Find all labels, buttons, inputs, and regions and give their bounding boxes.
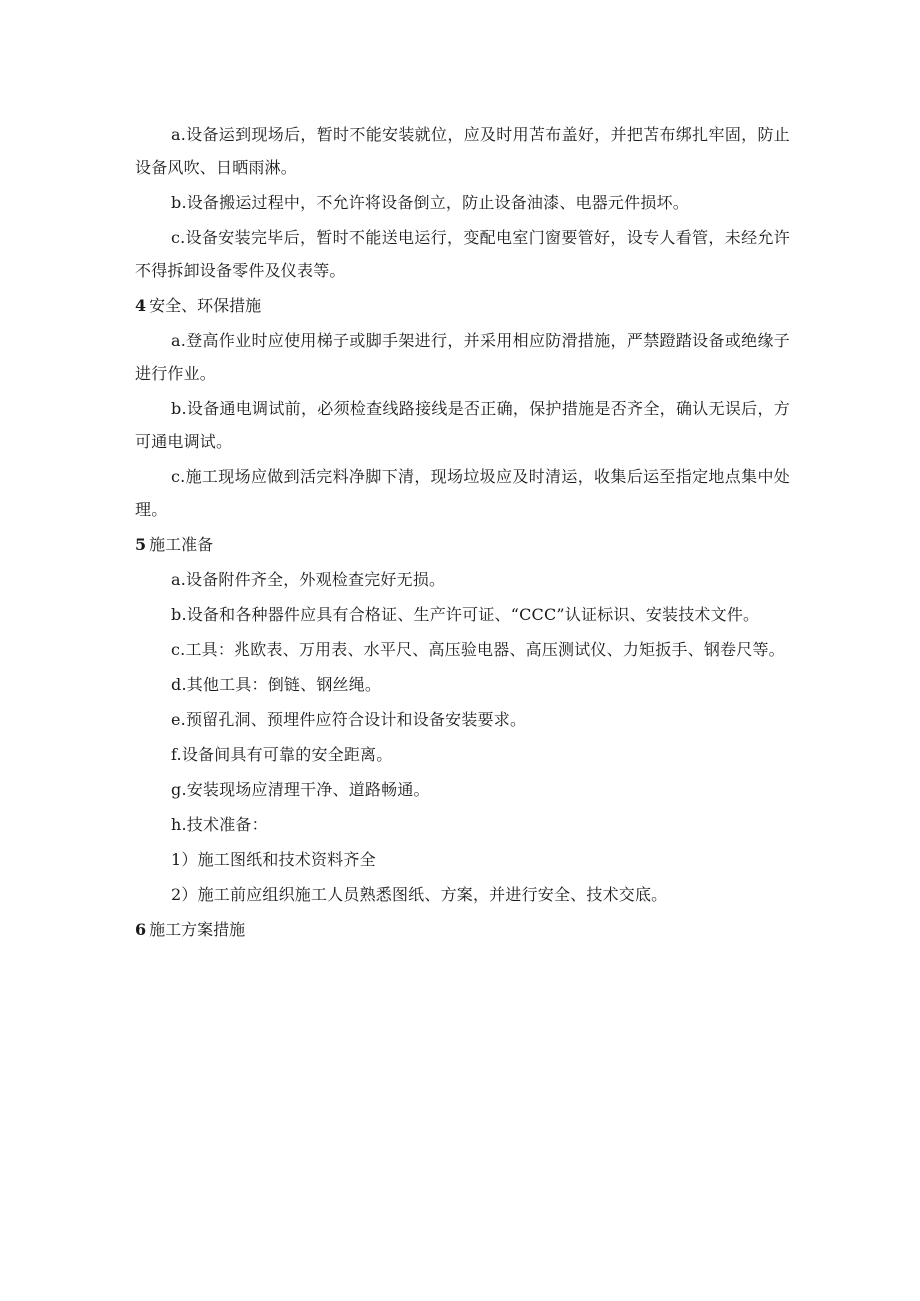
- transport-paragraph-a: a.设备运到现场后，暂时不能安装就位，应及时用苫布盖好，并把苫布绑扎牢固，防止设备风吹、日晒雨淋。: [135, 125, 790, 177]
- section-5-subitem-2: 2）施工前应组织施工人员熟悉图纸、方案，并进行安全、技术交底。: [171, 885, 668, 904]
- section-4-number: 4: [135, 296, 147, 315]
- section-5-item-h: h.技术准备：: [171, 815, 268, 834]
- section-4-heading: [135, 289, 790, 322]
- section-5-title: 施工准备: [149, 535, 214, 554]
- section-5-subitem-1: 1）施工图纸和技术资料齐全: [171, 850, 376, 869]
- section-5-heading: [135, 528, 790, 561]
- section-5-item-f: f.设备间具有可靠的安全距离。: [171, 745, 393, 764]
- section-5-item-a: a.设备附件齐全，外观检查完好无损。: [171, 570, 446, 589]
- section-5-item-b: b.设备和各种器件应具有合格证、生产许可证、“CCC”认证标识、安装技术文件。: [171, 605, 760, 624]
- section-6-title: 施工方案措施: [149, 920, 246, 939]
- section-6-heading: [135, 913, 790, 946]
- transport-paragraph-b: b.设备搬运过程中，不允许将设备倒立，防止设备油漆、电器元件损坏。: [171, 193, 689, 212]
- section-4-item-b: b.设备通电调试前，必须检查线路接线是否正确，保护措施是否齐全，确认无误后，方可通电调试。: [135, 399, 790, 451]
- section-5-item-g: g.安装现场应清理干净、道路畅通。: [171, 780, 430, 799]
- section-5-item-d: d.其他工具：倒链、钢丝绳。: [171, 675, 382, 694]
- section-4-item-c: c.施工现场应做到活完料净脚下清，现场垃圾应及时清运，收集后运至指定地点集中处理。: [135, 467, 790, 519]
- document-body: [135, 118, 790, 948]
- transport-paragraph-c: c.设备安装完毕后，暂时不能送电运行，变配电室门窗要管好，设专人看管，未经允许不得拆卸设备零件及仪表等。: [135, 228, 790, 280]
- section-6-number: 6: [135, 920, 147, 939]
- section-5-number: 5: [135, 535, 147, 554]
- section-5-item-c: c.工具：兆欧表、万用表、水平尺、高压验电器、高压测试仪、力矩扳手、钢卷尺等。: [171, 640, 785, 659]
- section-5-item-e: e.预留孔洞、预埋件应符合设计和设备安装要求。: [171, 710, 527, 729]
- section-4-title: 安全、环保措施: [149, 296, 262, 315]
- section-4-item-a: a.登高作业时应使用梯子或脚手架进行，并采用相应防滑措施，严禁蹬踏设备或绝缘子进行作业。: [135, 331, 790, 383]
